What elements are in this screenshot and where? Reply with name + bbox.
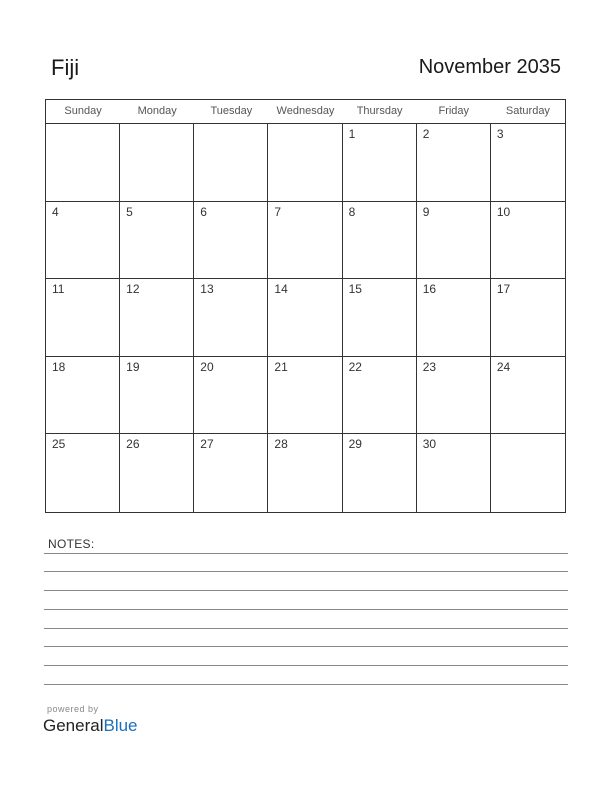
day-cell xyxy=(491,434,565,512)
day-number: 2 xyxy=(422,127,430,141)
weekday-wednesday: Wednesday xyxy=(276,105,335,117)
day-cell xyxy=(343,279,417,357)
weekday-tuesday: Tuesday xyxy=(210,105,253,117)
day-cell xyxy=(268,279,342,357)
day-cell xyxy=(194,434,268,512)
day-cell xyxy=(491,124,565,202)
day-cell xyxy=(46,124,120,202)
day-number: 15 xyxy=(348,282,362,297)
day-cell xyxy=(268,202,342,280)
note-line xyxy=(44,609,568,610)
day-number: 11 xyxy=(52,282,65,297)
day-number: 22 xyxy=(348,359,362,374)
day-cell xyxy=(120,357,194,435)
day-cell xyxy=(417,202,491,280)
day-cell xyxy=(46,279,120,357)
day-cell xyxy=(417,357,491,435)
weekday-saturday: Saturday xyxy=(505,105,550,117)
day-cell xyxy=(343,357,417,435)
note-line xyxy=(44,646,568,647)
day-cell xyxy=(343,124,417,202)
day-number: 25 xyxy=(52,437,66,452)
day-number: 4 xyxy=(52,204,59,219)
generalblue-logo xyxy=(43,716,138,736)
day-cell xyxy=(120,202,194,280)
country-title: Fiji xyxy=(51,55,80,80)
day-cell xyxy=(268,124,342,202)
day-cell xyxy=(417,279,491,357)
day-number: 14 xyxy=(274,282,288,297)
day-cell xyxy=(120,124,194,202)
day-number: 16 xyxy=(422,282,437,297)
calendar-body xyxy=(46,124,565,512)
calendar-grid xyxy=(45,99,566,513)
day-cell xyxy=(120,434,194,512)
brand-blue-text: Blue xyxy=(103,716,138,735)
day-number: 27 xyxy=(200,437,214,452)
day-cell xyxy=(343,202,417,280)
day-cell xyxy=(46,434,120,512)
day-number: 30 xyxy=(422,437,437,452)
day-cell xyxy=(194,202,268,280)
note-line xyxy=(44,665,568,666)
day-cell xyxy=(194,357,268,435)
day-cell xyxy=(491,357,565,435)
note-line xyxy=(44,684,568,685)
day-number: 3 xyxy=(496,127,504,141)
day-number: 19 xyxy=(126,359,140,374)
day-number: 28 xyxy=(274,437,288,452)
day-cell xyxy=(343,434,417,512)
day-cell xyxy=(46,202,120,280)
day-cell xyxy=(120,279,194,357)
day-number: 5 xyxy=(126,204,133,219)
month-year-title: November 2035 xyxy=(418,56,561,78)
day-cell xyxy=(268,357,342,435)
day-number: 6 xyxy=(200,204,207,219)
day-number: 12 xyxy=(126,282,140,297)
day-number: 8 xyxy=(348,204,356,219)
day-number: 26 xyxy=(126,437,140,452)
day-number: 23 xyxy=(422,359,437,374)
day-number: 21 xyxy=(274,359,288,374)
weekday-thursday: Thursday xyxy=(356,105,403,117)
day-number: 24 xyxy=(496,359,511,374)
day-cell xyxy=(268,434,342,512)
day-number: 7 xyxy=(274,204,282,219)
day-cell xyxy=(194,279,268,357)
day-number: 9 xyxy=(422,204,430,219)
day-cell xyxy=(491,279,565,357)
weekday-sunday: Sunday xyxy=(64,105,102,117)
day-cell xyxy=(491,202,565,280)
day-cell xyxy=(417,434,491,512)
weekday-header xyxy=(46,100,565,124)
day-cell xyxy=(194,124,268,202)
day-number: 13 xyxy=(200,282,214,297)
note-line xyxy=(44,553,568,554)
note-line xyxy=(44,590,568,591)
day-number: 29 xyxy=(348,437,362,452)
day-number: 1 xyxy=(348,127,356,141)
day-cell xyxy=(417,124,491,202)
day-number: 20 xyxy=(200,359,214,374)
note-line xyxy=(44,628,568,629)
day-cell xyxy=(46,357,120,435)
powered-by-text: powered by xyxy=(47,704,99,714)
day-number: 17 xyxy=(496,282,511,297)
weekday-friday: Friday xyxy=(438,105,470,117)
notes-label: NOTES: xyxy=(48,537,95,551)
note-line xyxy=(44,571,568,572)
day-number: 18 xyxy=(52,359,66,374)
day-number: 10 xyxy=(496,204,511,219)
brand-general-text: General xyxy=(43,716,104,735)
weekday-monday: Monday xyxy=(137,105,177,117)
